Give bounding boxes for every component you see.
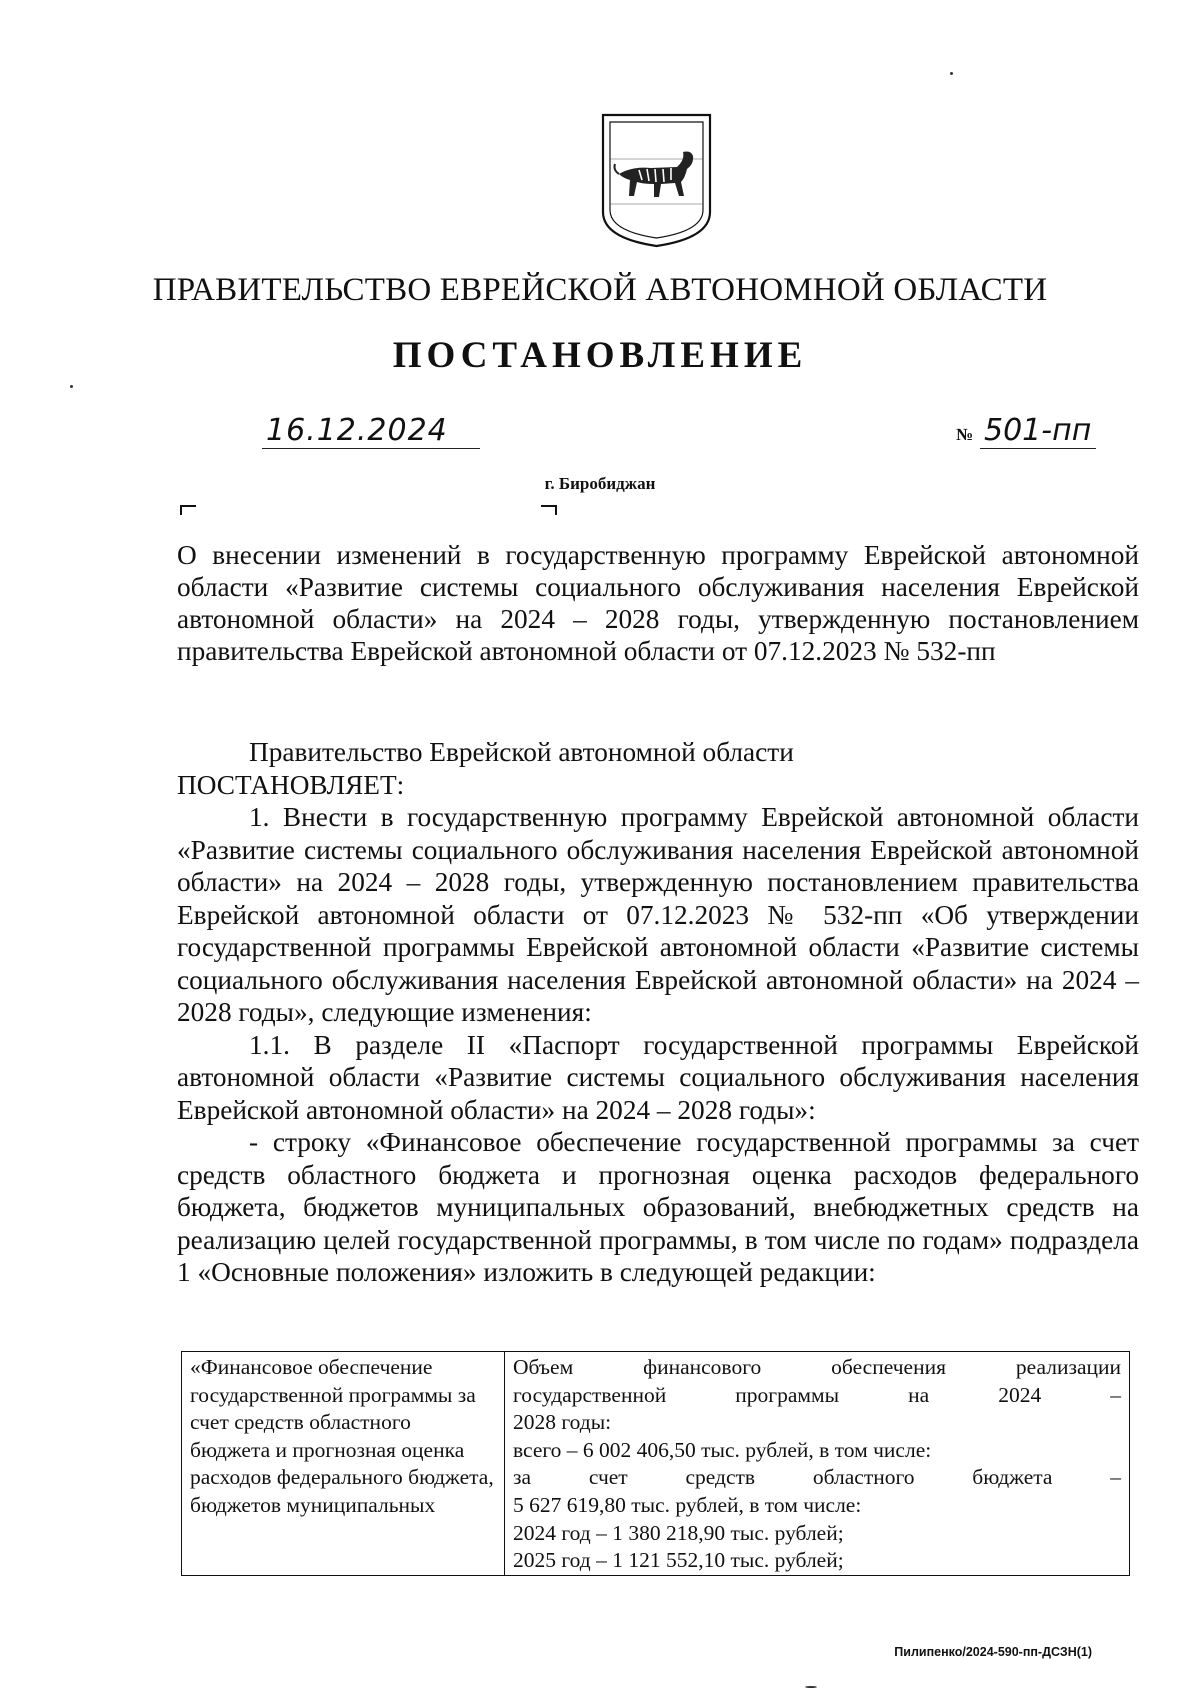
handwritten-number: 501-пп — [984, 413, 1092, 448]
table-line: 2028 годы: — [513, 1410, 612, 1435]
table-line: государственной программы на 2024 – — [513, 1382, 1121, 1407]
body-paragraph: Правительство Еврейской автономной области — [249, 737, 794, 767]
scan-speck — [950, 72, 953, 75]
table-line: за счет средств областного бюджета – — [513, 1465, 1121, 1490]
table-cell-value — [505, 1352, 1130, 1576]
table-cell-label: «Финансовое обеспечение государственной программы за счет средств областного бюджета и прогнозная оценка расходов федерального бюджета, бюджетов муниципальных — [182, 1352, 505, 1576]
body-paragraph: - строку «Финансовое обеспечение государственной программы за счет средств областного бюджета и прогнозная оценка расходов федерального бюджета, бюджетов муниципальных образований, внебюджетных средств на реализацию целей государственной программы, в том числе по годам» подраздела 1 «Основные положения» изложить в следующей редакции: — [177, 1127, 1139, 1287]
government-name: ПРАВИТЕЛЬСТВО ЕВРЕЙСКОЙ АВТОНОМНОЙ ОБЛАСТИ — [152, 272, 1048, 308]
document-subject: О внесении изменений в государственную программу Еврейской автономной области «Развитие системы социального обслуживания населения Еврейской автономной области» на 2024 – 2028 годы, утвержденную постановлением правительства Еврейской автономной области от 07.12.2023 № 532-пп — [177, 540, 1139, 666]
table-line: 5 627 619,80 тыс. рублей, в том числе: — [513, 1492, 862, 1517]
number-sign: № — [956, 425, 974, 444]
document-type-title: ПОСТАНОВЛЕНИЕ — [392, 335, 808, 376]
date-field — [262, 408, 480, 449]
number-field — [980, 408, 1096, 449]
handwritten-date: 16.12.2024 — [266, 413, 448, 448]
body-paragraph: 1. Внести в государственную программу Еврейской автономной области «Развитие системы социального обслуживания населения Еврейской автономной области» на 2024 – 2028 годы, утвержденную постановлением правительства Еврейской автономной области от 07.12.2023 № 532-пп «Об утверждении государственной программы Еврейской автономной области «Развитие системы социального обслуживания населения Еврейской автономной области» на 2024 – 2028 годы», следующие изменения: — [177, 802, 1139, 1027]
table-line: всего – 6 002 406,50 тыс. рублей, в том числе: — [513, 1437, 932, 1462]
document-body — [177, 736, 1139, 1289]
scan-speck — [70, 385, 73, 388]
coat-of-arms-tiger-icon — [599, 112, 714, 249]
document-reference: Пилипенко/2024-590-пп-ДСЗН(1) — [894, 1645, 1092, 1659]
subject-bracket-left — [180, 505, 196, 515]
table-line: Объем финансового обеспечения реализации — [513, 1355, 1121, 1379]
subject-bracket-right — [541, 505, 557, 515]
city-name: г. Биробиджан — [544, 474, 656, 493]
body-paragraph: 1.1. В разделе II «Паспорт государственной программы Еврейской автономной области «Развитие системы социального обслуживания населения Еврейской автономной области» на 2024 – 2028 годы»: — [177, 1029, 1139, 1125]
table-line: 2025 год – 1 121 552,10 тыс. рублей; — [513, 1548, 844, 1573]
table-row — [182, 1352, 1130, 1576]
scan-speck — [805, 1686, 817, 1688]
table-line: 2024 год – 1 380 218,90 тыс. рублей; — [513, 1520, 844, 1545]
financing-table — [181, 1351, 1130, 1576]
resolves-heading: ПОСТАНОВЛЯЕТ: — [177, 769, 405, 800]
